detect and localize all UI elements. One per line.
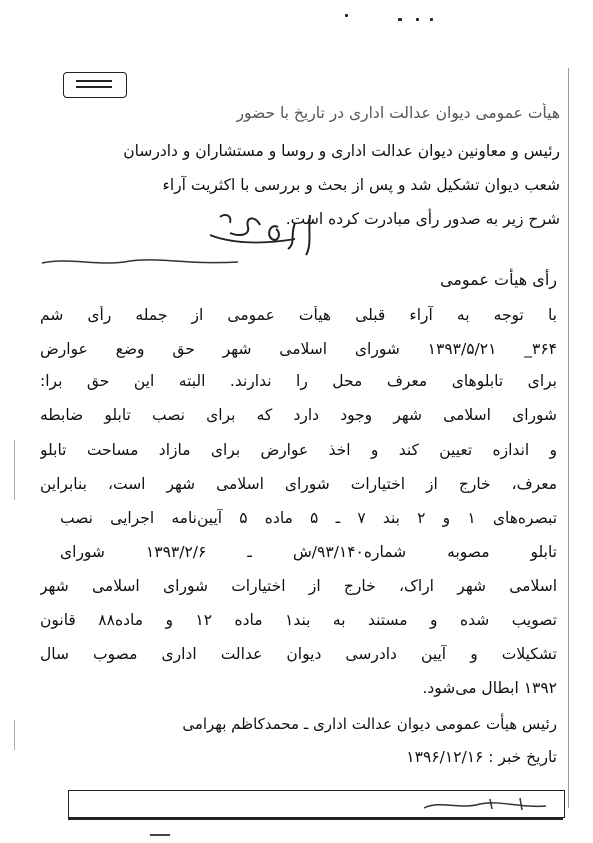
scan-dot xyxy=(398,18,402,21)
ruling-line: اسلامی شهر اراک، خارج از اختیارات شورای اسلامی شهر xyxy=(40,577,557,595)
ruling-line: ۱۳۹۲ ابطال می‌شود. xyxy=(422,679,557,697)
bottom-mark xyxy=(150,834,170,836)
ruling-line: و اندازه تعیین کند و اخذ عوارض برای مازاد مساحت تابلو xyxy=(40,441,557,459)
stamp-bar xyxy=(76,86,112,88)
ruling-line: معرف، خارج از اختیارات شورای اسلامی شهر است، بنابراین xyxy=(40,475,557,493)
ruling-line: تصویب شده و مستند به بند۱ ماده ۱۲ و ماده۸۸ قانون xyxy=(40,611,557,629)
section-heading: رأی هیأت عمومی xyxy=(439,270,557,289)
ruling-line: با توجه به آراء قبلی هیأت عمومی از جمله رأی شم xyxy=(40,306,557,324)
intro-line: هیأت عمومی دیوان عدالت اداری در تاریخ با حضور xyxy=(236,104,560,122)
margin-mark xyxy=(14,440,15,500)
footer-rule xyxy=(68,818,563,820)
intro-line: شرح زیر به صدور رأی مبادرت کرده است. xyxy=(285,210,560,228)
signatory-line: رئیس هیأت عمومی دیوان عدالت اداری ـ محمدکاظم بهرامی xyxy=(182,715,557,733)
page-edge-rule xyxy=(568,68,569,808)
stamp-box xyxy=(63,72,127,98)
intro-line: رئیس و معاونین دیوان عدالت اداری و روسا و مستشاران و دادرسان xyxy=(123,142,560,160)
scan-dot xyxy=(345,14,348,17)
ruling-line: شورای اسلامی شهر وجود دارد که برای نصب تابلو ضابطه xyxy=(40,406,557,424)
news-date: تاریخ خبر : ۱۳۹۶/۱۲/۱۶ xyxy=(406,748,557,766)
margin-mark xyxy=(14,720,15,750)
handwritten-signature xyxy=(200,205,320,260)
intro-line: شعب دیوان تشکیل شد و پس از بحث و بررسی با اکثریت آراء xyxy=(162,176,560,194)
ruling-line: تشکیلات و آیین دادرسی دیوان عدالت اداری مصوب سال xyxy=(40,645,557,663)
ruling-line: برای تابلوهای معرف محل را ندارند. البته این حق برا: xyxy=(40,372,557,390)
ruling-line: تابلو مصوبه شماره۹۳/۱۴۰/ش ـ ۱۳۹۳/۲/۶ شورای xyxy=(60,543,557,561)
ruling-line: تبصره‌های ۱ و ۲ بند ۷ ـ ۵ ماده ۵ آیین‌نامه اجرایی نصب xyxy=(60,509,557,527)
footer-scribble xyxy=(420,796,550,812)
stamp-bar xyxy=(76,80,112,82)
scan-dot xyxy=(430,18,433,21)
ruling-line: ۳۶۴_ ۱۳۹۳/۵/۲۱ شورای اسلامی شهر حق وضع عوارض xyxy=(40,340,557,358)
scan-dot xyxy=(416,18,419,21)
scribble-underline xyxy=(40,255,240,269)
